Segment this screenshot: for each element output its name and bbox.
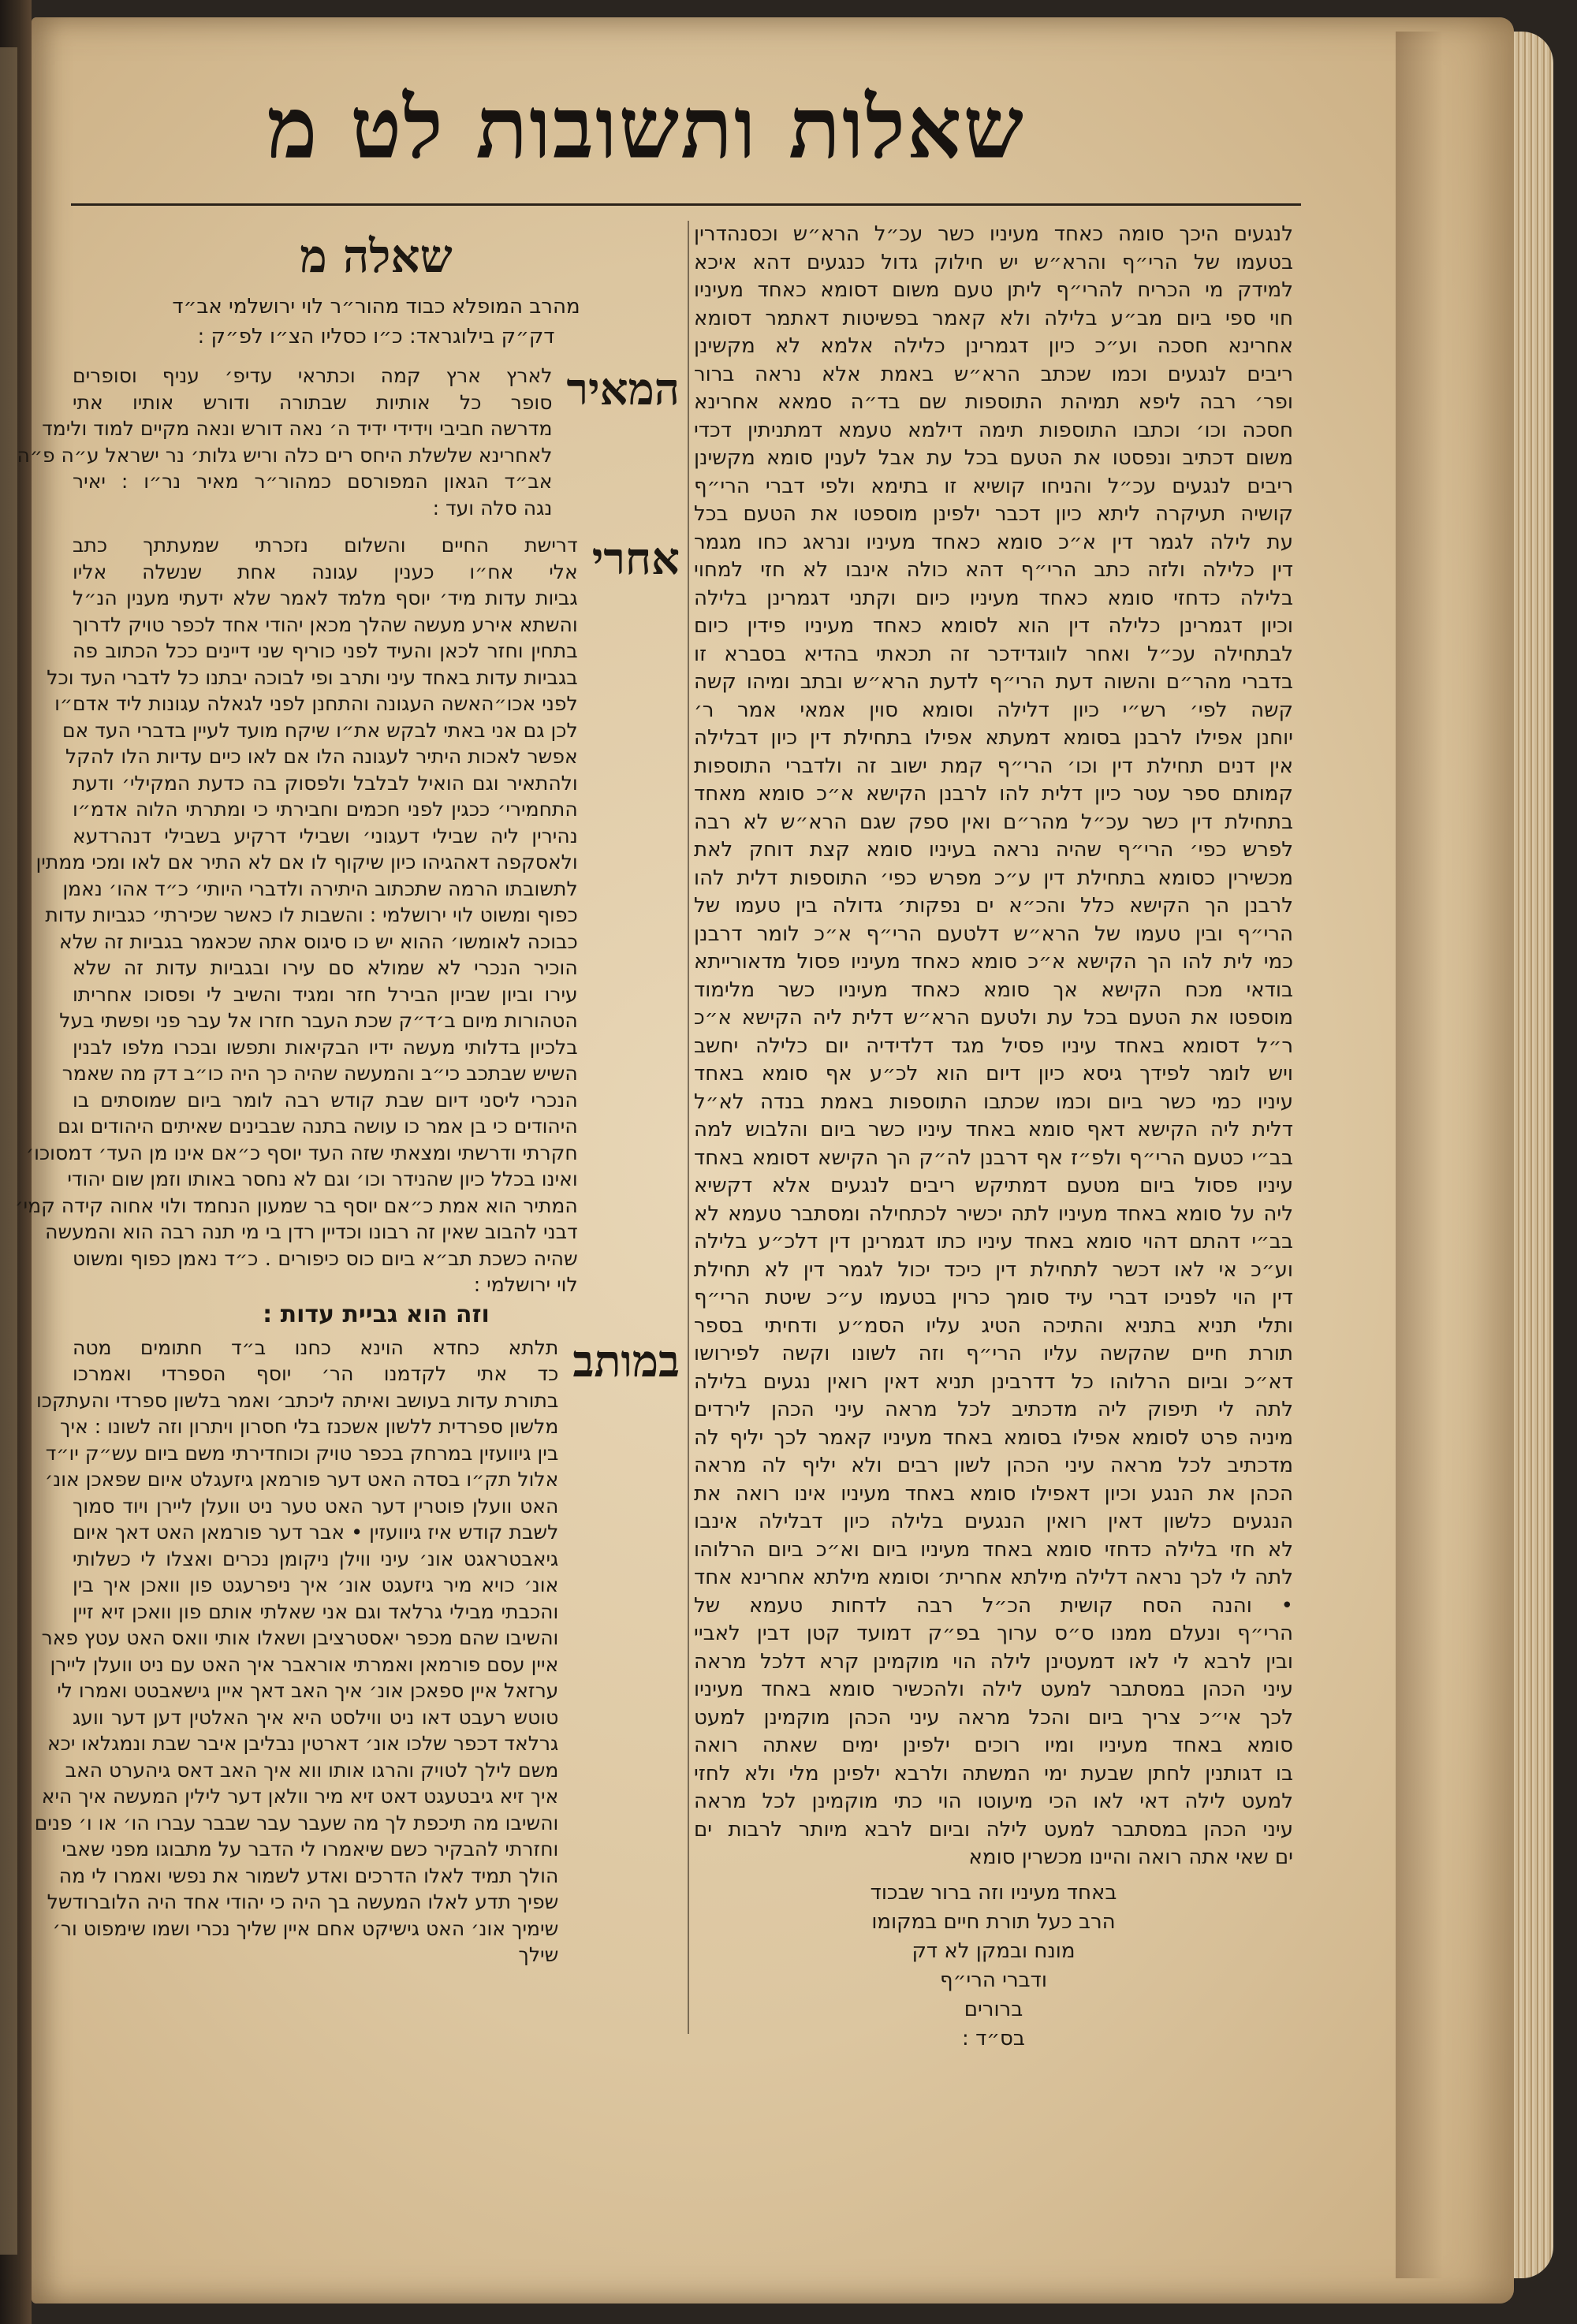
text-line: בתחילת דין כשר עכ״ל מהר״ם ואין ספק שגם הרא״ש לא רבה (694, 810, 1293, 834)
text-line: לכך אי״כ צריך ביום והכל מראה עיני הכהן מוקמינן למעט (694, 1705, 1293, 1730)
text-line: והשיבו מה תיכפת לך מה שעבר עבר שבבר עברו הו׳ או ו׳ פנים (34, 1811, 559, 1834)
text-line: בלילה כדחזי סומא כאחד מעיניו כיום וקתני דגמרינן בלילה (694, 586, 1293, 610)
text-line: לוי ירושלמי : (473, 1273, 578, 1296)
text-line: וכיון דגמרינן כלילה דין הוא לסומא כאחד מעיניו פידין כיום (694, 614, 1293, 638)
text-line: עיני הכהן במסתבר למעט לילה וביום לרבא מיותר לרבות ים (694, 1817, 1293, 1842)
section-opening-word: אחרי (591, 533, 680, 585)
text-line: הנכרי ליסני דיום שבת קודש רבה לומר ביום שמוסתים בו (73, 1088, 578, 1112)
text-line: ריבים לנגעים עכ״ל והניחו קושיא זו בתימא ולפי דברי הרי״ף (694, 474, 1293, 498)
text-line: טוטש רעבט דאו ניט ווילסט היא איך האלטין דען דער וועג (73, 1705, 559, 1729)
text-line: דרישת החיים והשלום נזכרתי שמעתתך כתב (73, 534, 578, 557)
text-line: ערזאל איין ספאכן אונ׳ איך האב דאך איין גישאבטט ואמרו לי (57, 1679, 559, 1702)
closing-line: באחד מעיניו וזה ברור שבכוד (870, 1880, 1117, 1905)
text-line: גרלאד דכפר שלכו אונ׳ דארטין נבליבן איבר שבת ונמגלאו יכא (47, 1732, 559, 1755)
text-line: ופר׳ רבה ליפא תמיהת התוספות שם בד״ה סמאא אחרינא (694, 390, 1293, 414)
closing-line: ודברי הרי״ף (940, 1968, 1047, 1992)
text-line: ותלי תניא בתניא והתיכה הטיג עליו הסמ״ע ודחיתי בספר (694, 1313, 1293, 1338)
text-line: השיש שבתכב כי״ב והמעשה שהיה כך היה כו״ב דק מה שאמר (62, 1062, 578, 1085)
text-line: סופר כל אותיות שבתורה ודורש אותיו אתי (73, 390, 553, 414)
text-line: לתה לי תיפוק ליה מדכתיב לכל מראה עיני הכהן לירדים (694, 1398, 1293, 1421)
text-line: לבתחילה עכ״ל ואחר לווגדידכר זה תכאתי בהדיא בסברא זו (694, 642, 1293, 666)
question-subtitle-line-1: מהרב המופלא כבוד מהור״ר לוי ירושלמי אב״ד (172, 295, 580, 318)
section-opening-word: במותב (572, 1335, 680, 1387)
text-line: ויש לומר לפידך גיסא כיון דיום הוא לכ״ע אף סומא באחד (694, 1062, 1293, 1086)
text-line: למידק מי הכריח להרי״ף ליתן טעם משום דסומא כאחד מעיניו (694, 278, 1293, 302)
text-line: שימיך אונ׳ האט גישיקט אחם איין שליך נכרי ושמו שימפוט ור׳ (52, 1916, 559, 1940)
text-line: לנגעים היכך סומה כאחד מעיניו כשר עכ״ל הרא״ש וכסנהדרין (694, 222, 1293, 246)
text-line: חסכה וכו׳ וכתבו התוספות תימה דילמא טעמא דמתניתין דכדי (694, 418, 1293, 442)
text-line: ליה על סומא באחד מעיניו לתה יכשיר לכתחילה ומסתבר טעמא לא (694, 1201, 1293, 1226)
text-line: אחרינא חסכה וע״כ כיון דגמרינן כלילה אלמא לא מקשינן (694, 334, 1293, 358)
text-line: הרי״ף ונעלם ממנו ס״ס ערוך בפ״ק דמועד קטן דבין לאביי (694, 1622, 1293, 1645)
text-line: היהודים כי בן אמר כו עושה בתנה שבבינים שאיתים היהודים וגם (58, 1115, 578, 1138)
text-line: משום דכתיב ונפסטו את הטעם בכל עת אבל לענין סומא מקשינן (694, 446, 1293, 470)
text-line: גביות עדות מיד׳ יוסף מלמד לאמר שלא ידעתי מענין הנ״ל (73, 587, 578, 609)
text-line: חקרתי ודרשתי ומצאתי שזה העד יוסף כ״אם אינו מן העד׳ דמסוכו׳ (25, 1141, 578, 1164)
text-line: אפשר לאכות היתיר לעגונה הלו אם לאו כיים עדיות הלו להקל (65, 745, 578, 768)
text-line: מדרשה חביבי וידידי ידיד ה׳ נאה דורש ונאה מקיים למוד ולימד (42, 417, 553, 440)
text-line: שהיה כשכת תב״א ביום כוס כיפורים . כ״ד נאמן כפוף ומשוט (73, 1246, 578, 1270)
text-line: עיניו פסול ביום מטעם דמתיקש ריבים לנגעים אלא דקשיא (694, 1174, 1293, 1197)
text-line: ריבים לנגעים וכמו שכתב הרא״ש באמת אלא נראה ברור (694, 362, 1293, 386)
text-line: גיאבטראגט אונ׳ עיני ווילן ניקומן נכרים ואצלו לי כשלותי (73, 1547, 559, 1570)
right-column-text (694, 221, 1293, 1872)
text-line: יוחנן אפילו לרבנן בסומא דמעתא אפילו בתחילת דין כיון דבלילה (694, 726, 1293, 750)
text-line: קמותם ספר עטר כיון דלית להו לרבנן הקישא א״כ סומא מאחד (694, 782, 1293, 806)
text-line: בדברי מהר״ם והשוה דעת הרי״ף לדעת הרא״ש ובתב ומיהו קשה (694, 670, 1293, 694)
text-line: שילך (518, 1943, 559, 1966)
section-text (15, 532, 578, 1298)
text-line: מדכתיב לכל מראה עיני הכהן לשון רבים ולא יליף לה מראה (694, 1454, 1293, 1477)
text-line: אונ׳ כויא מיר גיזעגט אונ׳ איך ניפרעגט פון וואכן איך בין (73, 1574, 559, 1596)
text-line: הוכיר הנכרי לא שמולא סם עירו ובגביות עדות זה שלא (73, 956, 578, 979)
closing-formula (694, 1879, 1293, 2054)
text-line: דין כלילה ולזה כתב הרי״ף דהא כולה אינבו לא חזי למחוי (694, 558, 1293, 582)
header-rule (71, 203, 1301, 206)
section-text (17, 363, 553, 521)
text-line: לאחרינא שלשלת היחס רים כלה וריש גלות׳ נר ישראל ע״ה פ״ה (17, 443, 553, 467)
section-text (34, 1335, 559, 1968)
text-line: קשה לפי׳ רש״י כיון דלילה וסומא סוין אמאי אמר ר׳ (694, 698, 1293, 722)
section-acharei (15, 532, 680, 1298)
text-line: בלכיון בדלותי מעשה ידיו הבקיאות ותפשו ובכרו מלפו לבנין (73, 1035, 578, 1059)
text-line: איין עסם פורמאן ואמרתי אוראבר איך האט עם ניט וועלן ליירן (50, 1652, 559, 1676)
section-hameir (17, 363, 680, 521)
text-line: בתורת עדות בעושב ואיתה ליכתב׳ ואמר בלשון ספרדי והעתקכו (35, 1388, 559, 1412)
text-line: מוספטו את הטעם בכל עת ולטעם הרא״ש דלית ליה הקישא א״כ (694, 1006, 1293, 1030)
text-line: והשיבו שהם מכפר יאסטרציבן ושאלו אותי וואס האט עטץ פאר (41, 1626, 559, 1649)
text-line: לפני אכו״האשה העגונה והתחנן לפני לגאלה עגונות ליד אדם״ו (54, 692, 578, 715)
text-line: לא חזי בלילה כדחזי סומא באחד מעיניו ביום וא״כ ביום הרלוהו (694, 1537, 1293, 1562)
text-line: ובין לרבא לי לאו דמעטינן לילה הוי מוקמינן קרא דלכל מראה (694, 1649, 1293, 1674)
text-line: בב״י כטעם הרי״ף ולפ״ז אף דרבנן לה״ק הך הקישא דסומא באחד (694, 1145, 1293, 1170)
text-line: כפוף ומשוט לוי ירושלמי : והשבות לו כאשר שכירתי׳ כגביות עדות (45, 903, 578, 926)
text-line: והשתא אירע מעשה שהלך מכאן יהודי אחד לכפר טויק לדרוך (73, 613, 578, 636)
text-line: בטעמו של הרי״ף והרא״ש יש חילוק גדול כנגעים דהא איכא (694, 250, 1293, 274)
text-line: בו דגותנין לחתן שבעת ימי המשתה ולרבא ילפינן מלי ולא לחזי (694, 1761, 1293, 1786)
text-line: ים שאי אתה רואה והיינו מכשרין סומא (968, 1845, 1293, 1869)
text-line: מכשירין כסומא בתחילת דין ע״כ מפרש כפי׳ התוספות דלית להו (694, 866, 1293, 890)
closing-line: ברורים (964, 1997, 1023, 2021)
question-title: שאלה מ (300, 229, 453, 283)
text-line: משם לילך לטויק והרגו אותו ווא איך האב דאס גיהערט האב (65, 1758, 559, 1782)
left-column (15, 221, 680, 2270)
question-subtitle-line-2: דק״ק בילוגראד: כ״ו כסליו הצ״ו לפ״ק : (197, 325, 555, 348)
text-line: בין גיוועזין במרחק בכפר טויק וכוחדירתי משם ביום עש״ק יו״ד (45, 1441, 559, 1465)
right-column (694, 221, 1293, 2050)
text-line: לרבנן הך הקישא כלל והכ״א ים נפקות׳ גדולה בין טעמו של (694, 894, 1293, 918)
text-line: שפיך תדע לאלו המעשה בך היה כי יהודי אחד היה הלוברודשל (47, 1890, 559, 1913)
text-line: וע״כ אי לאו דכשר לתחילת דין כיכד יכול לגמר דין לא תחילת (694, 1257, 1293, 1282)
text-line: המתיר הוא אמת כ״אם יוסף בר שמעון הנחמד ולוי אחוה קידה קמי׳ (15, 1194, 578, 1217)
column-rule (688, 221, 689, 2034)
text-line: לפרש כפי׳ הרי״ף שהיה נראה בעיניו סומא קצת דוחק לאת (694, 838, 1293, 862)
testimony-subheading: וזה הוא גביית עדות : (263, 1300, 490, 1328)
text-line: תורת חיים שהקשה עליו הרי״ף וזה לשונו וקשה לפירושו (694, 1342, 1293, 1365)
text-line: מיניה פרט לסומא אפילו בסומא באחד מעיניו קאמר לכך יליף לה (694, 1425, 1293, 1450)
text-line: סומא באחד מעיניו ומיו רוכים ילפינן ימים שאתה רואה (694, 1734, 1293, 1757)
text-line: בתחין וחזר לכאן והעיד לפני כוריף שני דיינים ככל הכתוב פה (73, 639, 578, 662)
text-line: ולאסקפה דאהגיהו כיון שיקוף לו אם לא התיר אם לאו ומכי ממתין (35, 851, 578, 873)
text-line: כבוכה לאומשו׳ ההוא יש כו סיגוס אתה שכאמר בגביות זה שלא (59, 929, 578, 953)
text-line: וחזרתי להבקיר כשם שיאמרו לי הדבר על מתבוגו מפני שאבי (62, 1838, 559, 1860)
text-line: עת לילה לגמר דין א״כ סומא כאחד מעיניו ונראג כחו מגמר (694, 530, 1293, 554)
text-line: מלשון ספרדית ללשון אשכנז בלי חסרון ויתרון וזה לשונו : איך (60, 1415, 559, 1438)
text-line: דלית ליה הקישא דאף סומא באחד עיניו כשר ביום והלבוש למה (694, 1118, 1293, 1142)
text-line: נגה סלה ועד : (432, 496, 553, 520)
running-header: שאלות ותשובות לט מ (267, 79, 1025, 178)
page-edge-shadow (1396, 32, 1443, 2278)
text-line: הרי״ף ובין טעמו של הרא״ש דלטעם הרי״ף א״כ לומר דרבנן (694, 922, 1293, 946)
text-line: לארץ ארץ קמה וכתראי עדיפ׳ עניף וסופרים (73, 364, 553, 387)
text-line: אב״ד הגאון המפורסם כמהור״ר מאיר נר״ו : יאיר (73, 470, 553, 493)
text-line: דא״כ וביום הרלוהו כל דדרבינן תניא דאין רואין נגעים בלילה (694, 1369, 1293, 1394)
previous-page-edge (0, 47, 17, 2255)
text-line: דין הוי לפניכו דברי עיד סומך כרוין בטעמו ע״כ שיטת הרי״ף (694, 1286, 1293, 1309)
text-line: אין דנים תחילת דין וכו׳ הרי״ף קמת ישוב זה ולדברי התוספות (694, 754, 1293, 778)
text-line: האט וועלן פוטרין דער האט טער ניט וועלן ליירן ויוד סמוך (73, 1494, 559, 1518)
text-line: הנגעים כלשון דאין רואין הנגעים בלילה כיון דבלילה אינבו (694, 1510, 1293, 1533)
text-line: איך זיא גיבטעגט דאט זיא מיר וולאן דער לילין המעשה איך היא (41, 1785, 559, 1808)
text-line: לתה לי לכך נראה דלילה מילתא אחרית׳ וסומא מילתא אחרינא אחד (694, 1566, 1293, 1589)
text-line: לתשובתו הרמה שתכתוב היתירה ולדברי היותי׳ כ״ד אהו׳ נאמן (62, 877, 578, 900)
text-line: עיני הכהן במסתבר למעט לילה ולהכשיר סומא באחד מעיניו (694, 1678, 1293, 1701)
text-line: נהירין ליה שבילי דעגוני׳ ושבילי דרקיע בשבילי דנהרדעא (73, 824, 578, 847)
text-line: עירו וביון שביון הבירל חזר ומגיד והשיב לי ופסוכו אחריתו (73, 982, 578, 1006)
text-line: הכהן את הנגע וכיון דאפילו סומא באחד מעיניו אינו רואה את (694, 1481, 1293, 1506)
text-line: כד אתי לקדמנו הר׳ יוסף הספרדי ואמרכו (73, 1362, 559, 1385)
text-line: לשבת קודש איז גיוועזין • אבר דער פורמאן האט דאך איום (73, 1521, 559, 1544)
text-line: הולך תמיד לאלו הדרכים ואדע לשמור את נפשי ואמרו לי מה (58, 1864, 559, 1887)
text-line: ואינו בכלל כיון שהנידר וכו׳ וגם לא נחסר באותו וזמן שום יהודי (67, 1168, 578, 1190)
text-line: חוי ספי ביום מב״ע בלילה ולא קאמר בפשיטות דאתמר דסומא (694, 306, 1293, 330)
text-line: בב״י דהתם דהוי סומא באחד עיניו כתו דגמרינן דין דלכ״ע בלילה (694, 1230, 1293, 1253)
closing-line: בס״ד : (962, 2026, 1025, 2050)
text-line: ולהתאיר וגם הואיל לבלבל ולפסוק בה כדעת המקילי׳ ודעת (73, 771, 578, 795)
text-line: ר״ל דסומא באחד עיניו פסיל מגד דלדידיה יום כלילה יחשב (694, 1034, 1293, 1058)
text-line: עיניו כמי כשר ביום וכמו שכתבו התוספות באמת בנדה לא״ל (694, 1089, 1293, 1114)
closing-line: הרב כעל תורת חיים במקומו (871, 1909, 1116, 1934)
text-line: התחמירי׳ ככגין לפני חכמים וחבירתי כי ומתרתי הלוה אדמ״ו (73, 798, 578, 821)
text-line: דבני להבוב שאין זה רבונו וכדיין רדן בי מי תנה רבה הוא והמעשה (45, 1220, 578, 1243)
text-line: והכבתי מבילי גרלאד וגם אני שאלתי אותם פון וואכן זיא זיין (73, 1600, 559, 1623)
text-line: בגביות עדות באחד עיני ותרב ופי לבוכה יבתנו כל לדברי העד וכל (47, 665, 578, 689)
text-line: לכן גם אני באתי לבקש את״ו שיקח מועד לעיין בדברי העד אם (62, 718, 578, 742)
text-line: כמי לית להו הך הקישא א״כ סומא כאחד מעיניו פסול מדאורייתא (694, 950, 1293, 974)
text-line: בודאי מכח הקישא אך סומא כאחד מעיניו כשר מלימוד (694, 978, 1293, 1002)
section-opening-word: המאיר (566, 363, 680, 415)
text-line: אלול תק״ו בסדה האט דער פורמאן גיזעגלט איום שפאכן אונ׳ (44, 1468, 559, 1491)
text-line: תלתא כחדא הוינא כחנו ב״ד חתומים מטה (73, 1335, 559, 1359)
text-line: קושיה תעיקרה ליתא כיון דכבר ילפינן מוספטו את הטעם בכל (694, 502, 1293, 526)
section-bemotav (34, 1335, 680, 1968)
closing-line: מונח ובמקן לא דק (912, 1939, 1076, 1963)
text-line: • והנה הסח קושית הכ״ל רבה לדחות טעמא של (694, 1593, 1293, 1618)
text-line: הטהורות מיום ב׳ד״ק שכת העבר חזרו אל עבר פני ופשתי בעל (59, 1009, 578, 1032)
text-line: אלי אח״ו כענין עגונה אחת שנשלה אליו (73, 560, 578, 583)
text-line: למעט לילה דאי לאו הכי מיעוטו הוי כתי מוקמינן לכל מראה (694, 1790, 1293, 1813)
